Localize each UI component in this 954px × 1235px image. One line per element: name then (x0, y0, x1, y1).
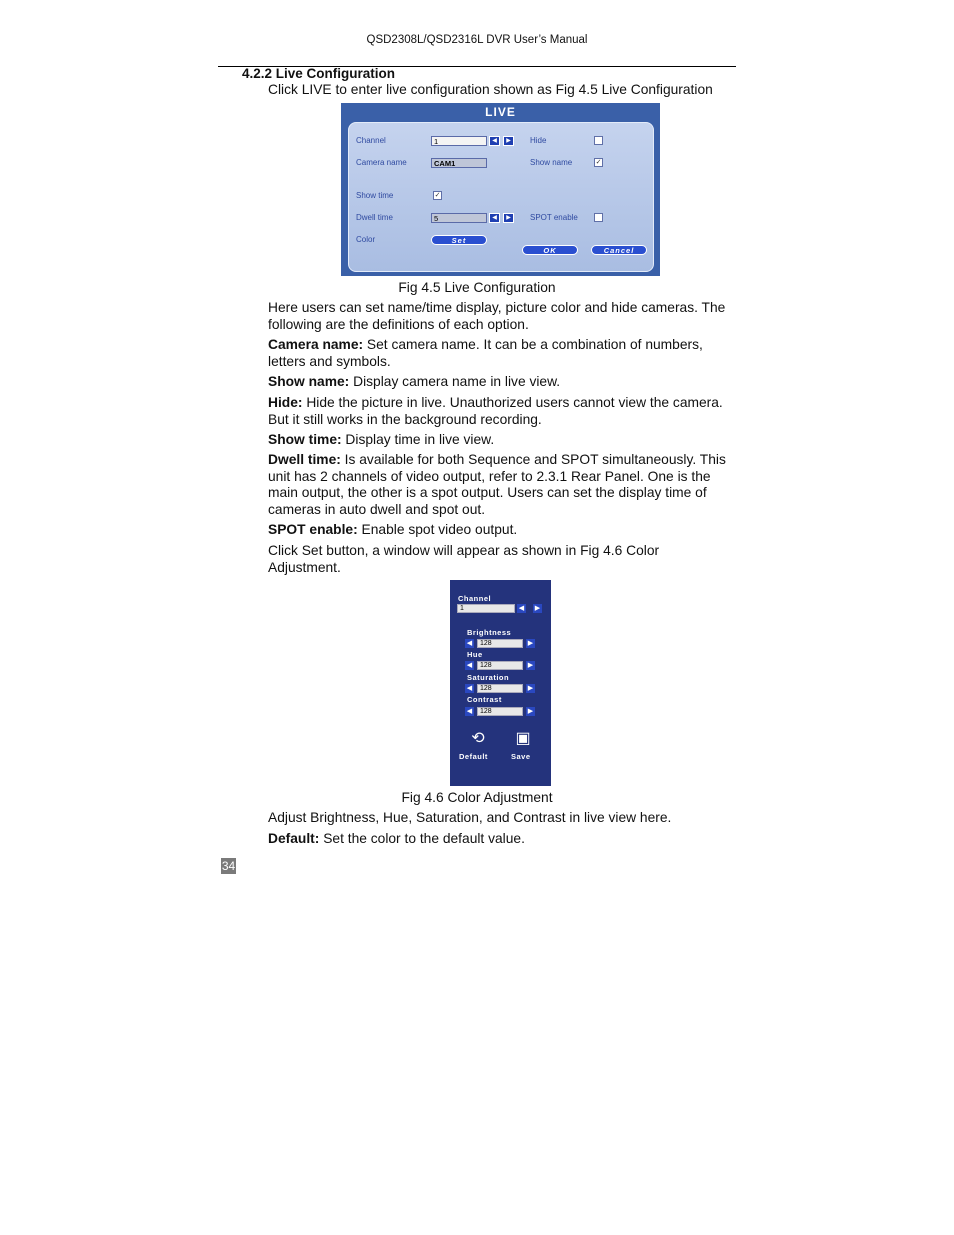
cancel-button[interactable]: Cancel (591, 245, 647, 255)
def-camera-name (254, 337, 734, 370)
dwell-prev-arrow-icon[interactable]: ◀ (489, 213, 500, 223)
def-show-name (254, 374, 734, 391)
page-number: 34 (221, 859, 236, 873)
dwell-time-field[interactable]: 5 (431, 213, 487, 223)
def-term: Show name: (268, 374, 350, 389)
intro-paragraph (254, 82, 754, 99)
live-config-dialog (341, 103, 660, 276)
brightness-field[interactable]: 128 (477, 639, 523, 648)
color-channel-next-icon[interactable]: ▶ (534, 605, 541, 612)
color-channel-label: Channel (458, 594, 492, 603)
hue-dec-icon[interactable]: ◀ (466, 662, 473, 669)
def-text: Is available for both Sequence and SPOT simultaneously. This unit has 2 channels of video output, refer to 2.3.1 Rear Panel. One is the main output, the other is a spot output. Users can set the display time of cameras in auto dwell and spot out. (268, 452, 726, 517)
hide-label: Hide (530, 136, 547, 145)
dwell-time-label: Dwell time (356, 213, 393, 222)
live-dialog-panel (348, 122, 654, 272)
def-term: Hide: (268, 395, 303, 410)
channel-prev-arrow-icon[interactable]: ◀ (489, 136, 500, 146)
color-channel-field[interactable]: 1 (457, 604, 515, 613)
ok-button[interactable]: OK (522, 245, 578, 255)
brightness-label: Brightness (467, 628, 512, 637)
def-term: Camera name: (268, 337, 364, 352)
show-name-checkbox[interactable]: ✓ (595, 159, 602, 166)
def-term: Show time: (268, 432, 342, 447)
contrast-dec-icon[interactable]: ◀ (466, 708, 473, 715)
saturation-dec-icon[interactable]: ◀ (466, 685, 473, 692)
def-term: SPOT enable: (268, 522, 358, 537)
show-time-label: Show time (356, 191, 394, 200)
brightness-inc-icon[interactable]: ▶ (527, 640, 534, 647)
hue-inc-icon[interactable]: ▶ (527, 662, 534, 669)
hue-label: Hue (467, 650, 483, 659)
contrast-field[interactable]: 128 (477, 707, 523, 716)
camera-name-field[interactable]: CAM1 (431, 158, 487, 168)
para-intro-options (254, 300, 734, 333)
intro-text: Click LIVE to enter live configuration shown as Fig 4.5 Live Configuration (268, 82, 713, 97)
def-hide (254, 395, 734, 428)
def-text: Set camera name. It can be a combination of numbers, letters and symbols. (268, 337, 703, 369)
def-text: Display time in live view. (341, 432, 495, 447)
def-term: Dwell time: (268, 452, 341, 467)
def-text: Set the color to the default value. (319, 831, 525, 846)
floppy-disk-icon[interactable]: ▣ (515, 730, 531, 747)
def-term: Default: (268, 831, 320, 846)
saturation-label: Saturation (467, 673, 510, 682)
spot-enable-checkbox[interactable] (594, 213, 603, 222)
para-adjust-text: Adjust Brightness, Hue, Saturation, and Contrast in live view here. (268, 810, 672, 825)
contrast-label: Contrast (467, 695, 502, 704)
saturation-field[interactable]: 128 (477, 684, 523, 693)
camera-name-label: Camera name (356, 158, 407, 167)
brightness-dec-icon[interactable]: ◀ (466, 640, 473, 647)
para-set (254, 543, 734, 576)
saturation-inc-icon[interactable]: ▶ (527, 685, 534, 692)
def-text: Hide the picture in live. Unauthorized users cannot view the camera. But it still works in the background recording. (268, 395, 723, 427)
page-header: QSD2308L/QSD2316L DVR User’s Manual (366, 34, 588, 46)
hide-checkbox[interactable] (594, 136, 603, 145)
contrast-inc-icon[interactable]: ▶ (527, 708, 534, 715)
save-button-label[interactable]: Save (511, 752, 531, 761)
live-dialog-title: LIVE (485, 105, 516, 119)
def-dwell-time (254, 452, 734, 518)
para-intro-options-text: Here users can set name/time display, picture color and hide cameras. The following are the definitions of each option. (268, 300, 726, 332)
section-title: 4.2.2 Live Configuration (242, 66, 396, 81)
spot-enable-label: SPOT enable (530, 213, 578, 222)
para-set-text: Click Set button, a window will appear as shown in Fig 4.6 Color Adjustment. (268, 543, 660, 575)
def-text: Enable spot video output. (357, 522, 518, 537)
dwell-next-arrow-icon[interactable]: ▶ (503, 213, 514, 223)
hue-field[interactable]: 128 (477, 661, 523, 670)
channel-next-arrow-icon[interactable]: ▶ (503, 136, 514, 146)
color-channel-prev-icon[interactable]: ◀ (518, 605, 525, 612)
def-text: Display camera name in live view. (349, 374, 561, 389)
fig45-caption: Fig 4.5 Live Configuration (398, 280, 556, 295)
show-name-label: Show name (530, 158, 573, 167)
def-default (254, 831, 734, 848)
fig46-caption: Fig 4.6 Color Adjustment (401, 790, 553, 805)
channel-field[interactable]: 1 (431, 136, 487, 146)
default-button-label[interactable]: Default (459, 752, 488, 761)
color-label: Color (356, 235, 376, 244)
color-adjust-dialog (450, 580, 551, 786)
para-adjust (254, 810, 734, 827)
set-button[interactable]: Set (431, 235, 487, 245)
def-spot-enable (254, 522, 734, 539)
channel-label: Channel (356, 136, 386, 145)
def-show-time (254, 432, 734, 449)
refresh-icon[interactable]: ⟲ (471, 730, 485, 747)
show-time-checkbox[interactable]: ✓ (434, 192, 441, 199)
